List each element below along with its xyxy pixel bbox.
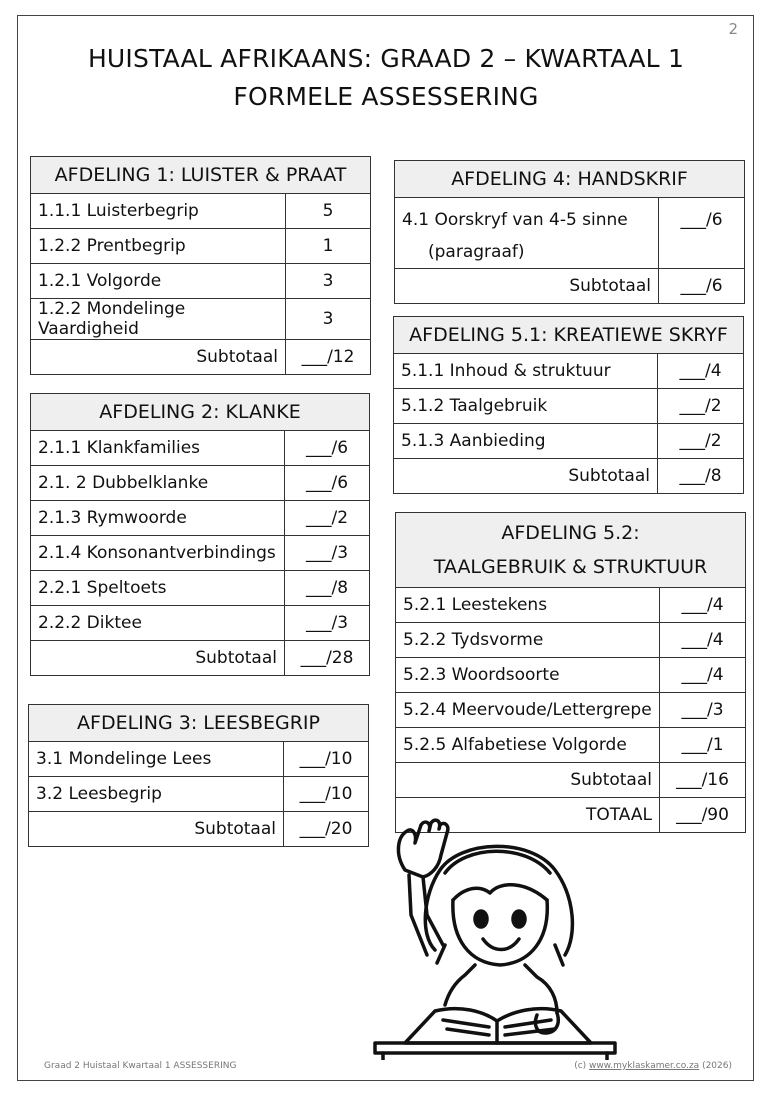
item-score: ___/1	[660, 728, 746, 763]
section-heading: AFDELING 1: LUISTER & PRAAT	[31, 157, 371, 194]
section-3-table	[28, 704, 369, 847]
footer-caption: Graad 2 Huistaal Kwartaal 1 ASSESSERING	[44, 1061, 237, 1071]
table-row	[31, 299, 371, 340]
item-label: 2.2.1 Speltoets	[31, 571, 285, 606]
subtotal-value: ___/12	[286, 340, 371, 375]
item-label: 5.2.5 Alfabetiese Volgorde	[396, 728, 660, 763]
item-score: ___/6	[285, 431, 370, 466]
item-score: 5	[286, 194, 371, 229]
table-row	[31, 571, 370, 606]
item-label: 5.2.2 Tydsvorme	[396, 623, 660, 658]
table-row	[31, 606, 370, 641]
table-row	[394, 354, 744, 389]
item-score: ___/3	[285, 536, 370, 571]
item-score: ___/2	[285, 501, 370, 536]
subtotal-value: ___/6	[659, 269, 745, 304]
item-label-line1: 4.1 Oorskryf van 4-5 sinne	[402, 210, 628, 230]
total-value: ___/90	[660, 798, 746, 833]
table-row	[31, 431, 370, 466]
subtotal-value: ___/20	[284, 812, 369, 847]
table-row	[31, 536, 370, 571]
item-label: 2.1. 2 Dubbelklanke	[31, 466, 285, 501]
total-label: TOTAAL	[396, 798, 660, 833]
website-link[interactable]: www.myklaskamer.co.za	[589, 1061, 700, 1071]
subtotal-row	[31, 641, 370, 676]
table-row	[31, 466, 370, 501]
subtotal-value: ___/28	[285, 641, 370, 676]
item-label	[395, 198, 659, 269]
item-label: 5.2.3 Woordsoorte	[396, 658, 660, 693]
table-row	[395, 198, 745, 269]
section-heading	[396, 513, 746, 588]
item-score: ___/3	[660, 693, 746, 728]
table-row	[396, 728, 746, 763]
footer-copyright	[574, 1061, 732, 1071]
section-1-table	[30, 156, 371, 375]
subtotal-row	[395, 269, 745, 304]
section-heading: AFDELING 5.1: KREATIEWE SKRYF	[394, 317, 744, 354]
item-label: 5.1.1 Inhoud & struktuur	[394, 354, 658, 389]
subtotal-row	[29, 812, 369, 847]
copyright-prefix: (c)	[574, 1061, 587, 1071]
item-score: ___/4	[660, 623, 746, 658]
page-subtitle: FORMELE ASSESSERING	[233, 82, 539, 111]
item-label: 1.2.1 Volgorde	[31, 264, 286, 299]
subtotal-label: Subtotaal	[29, 812, 284, 847]
section-2-table	[30, 393, 370, 676]
item-score: 3	[286, 299, 371, 340]
table-row	[29, 777, 369, 812]
section-heading: AFDELING 2: KLANKE	[31, 394, 370, 431]
girl-reading-illustration	[365, 815, 625, 1060]
subtotal-row	[396, 763, 746, 798]
item-label: 1.2.2 Prentbegrip	[31, 229, 286, 264]
table-row	[396, 623, 746, 658]
item-score: ___/8	[285, 571, 370, 606]
subtotal-label: Subtotaal	[31, 340, 286, 375]
table-row	[394, 424, 744, 459]
page-title: HUISTAAL AFRIKAANS: GRAAD 2 – KWARTAAL 1	[87, 44, 685, 73]
item-score: ___/6	[285, 466, 370, 501]
item-label-line2: (paragraaf)	[428, 242, 525, 262]
table-row	[31, 194, 371, 229]
item-label: 5.2.1 Leestekens	[396, 588, 660, 623]
table-row	[31, 229, 371, 264]
table-row	[31, 264, 371, 299]
subtotal-label: Subtotaal	[394, 459, 658, 494]
table-row	[29, 742, 369, 777]
subtotal-value: ___/16	[660, 763, 746, 798]
item-label: 2.1.4 Konsonantverbindings	[31, 536, 285, 571]
section-heading: AFDELING 3: LEESBEGRIP	[29, 705, 369, 742]
subtotal-label: Subtotaal	[395, 269, 659, 304]
item-label: 5.2.4 Meervoude/Lettergrepe	[396, 693, 660, 728]
item-label: 2.1.1 Klankfamilies	[31, 431, 285, 466]
subtotal-row	[394, 459, 744, 494]
subtotal-label: Subtotaal	[31, 641, 285, 676]
subtotal-row	[31, 340, 371, 375]
copyright-year: (2026)	[702, 1061, 732, 1071]
item-score: 3	[286, 264, 371, 299]
item-score: ___/4	[658, 354, 744, 389]
table-row	[396, 588, 746, 623]
item-score: ___/6	[659, 198, 745, 269]
section-heading-line1: AFDELING 5.2:	[501, 522, 640, 544]
item-score: ___/2	[658, 389, 744, 424]
section-heading-line2: TAALGEBRUIK & STRUKTUUR	[433, 556, 708, 578]
item-label: 3.1 Mondelinge Lees	[29, 742, 284, 777]
subtotal-label: Subtotaal	[396, 763, 660, 798]
page-number: 2	[728, 20, 738, 38]
section-5-1-table	[393, 316, 744, 494]
item-score: ___/10	[284, 742, 369, 777]
item-label: 2.1.3 Rymwoorde	[31, 501, 285, 536]
item-score: ___/10	[284, 777, 369, 812]
item-score: ___/2	[658, 424, 744, 459]
section-4-table	[394, 160, 745, 304]
table-row	[394, 389, 744, 424]
section-5-2-table	[395, 512, 746, 833]
subtotal-value: ___/8	[658, 459, 744, 494]
item-label: 1.2.2 Mondelinge Vaardigheid	[31, 299, 286, 340]
item-label: 5.1.3 Aanbieding	[394, 424, 658, 459]
item-score: ___/3	[285, 606, 370, 641]
item-label: 1.1.1 Luisterbegrip	[31, 194, 286, 229]
table-row	[31, 501, 370, 536]
table-row	[396, 693, 746, 728]
item-score: 1	[286, 229, 371, 264]
item-label: 2.2.2 Diktee	[31, 606, 285, 641]
table-row	[396, 658, 746, 693]
item-label: 3.2 Leesbegrip	[29, 777, 284, 812]
item-score: ___/4	[660, 588, 746, 623]
item-score: ___/4	[660, 658, 746, 693]
section-heading: AFDELING 4: HANDSKRIF	[395, 161, 745, 198]
item-label: 5.1.2 Taalgebruik	[394, 389, 658, 424]
